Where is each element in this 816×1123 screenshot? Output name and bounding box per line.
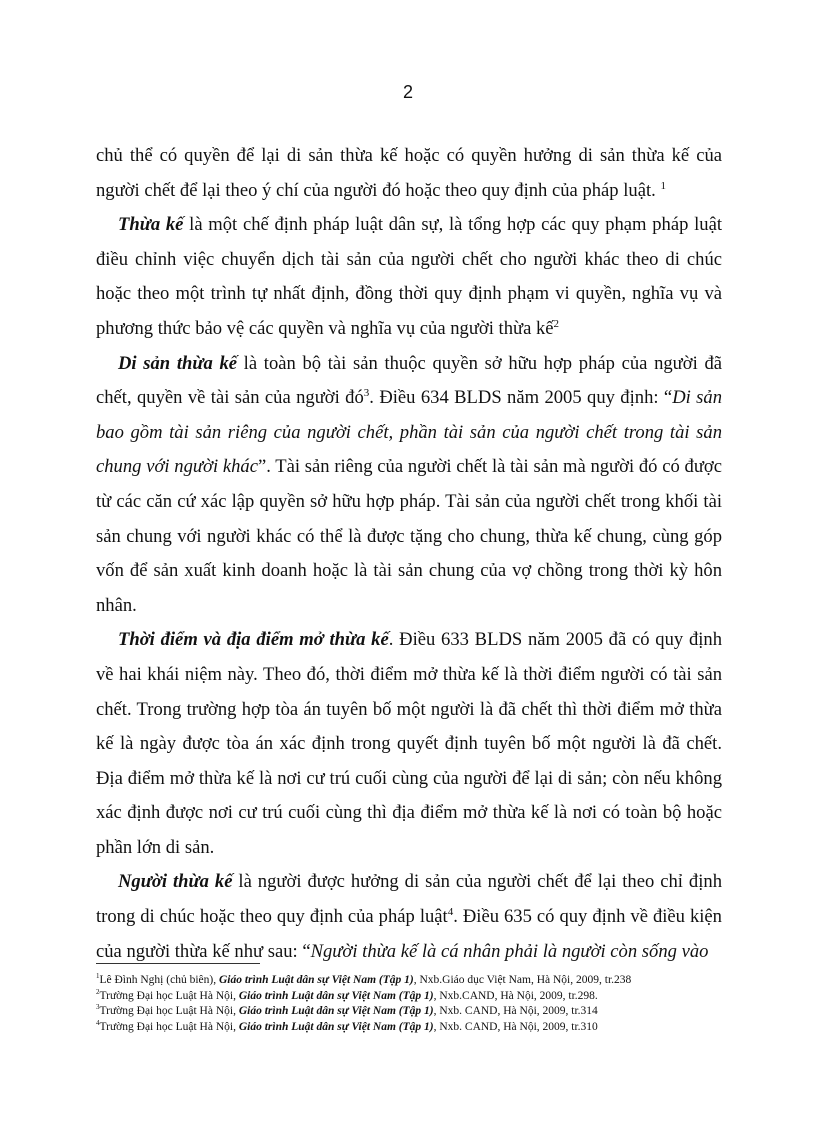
footnote-publisher: , Nxb.CAND, Hà Nội, 2009, tr.298. [433, 989, 598, 1002]
footnote-mark: 1 [96, 972, 100, 981]
page-number: 2 [402, 82, 413, 102]
paragraph-4 [96, 623, 722, 865]
footnote-source: Trường Đại học Luật Hà Nội, [99, 1005, 239, 1017]
footnotes [96, 973, 736, 1035]
footnote-title: Giáo trình Luật dân sự Việt Nam (Tập 1) [238, 1020, 434, 1033]
paragraph-5-text-b: . Điều 635 có quy định về điều kiện của người thừa kế như sau: “ [96, 906, 722, 962]
footnote-mark: 4 [96, 1018, 100, 1027]
paragraph-2-text: là một chế định pháp luật dân sự, là tổng hợp các quy phạm pháp luật điều chỉnh việc chuyển dịch tài sản của người chết cho người khác theo di chúc hoặc theo một trình tự nhất định, đồng thời quy định phạm vi quyền, nghĩa vụ và phương thức bảo vệ các quyền và nghĩa vụ của người thừa kế [96, 214, 722, 339]
footnote-source: Lê Đình Nghị (chủ biên), [99, 974, 219, 986]
paragraph-3-text-c: ”. Tài sản riêng của người chết là tài sản mà người đó có được từ các căn cứ xác lập quyền sở hữu hợp pháp. Tài sản của người chết trong khối tài sản chung với người khác có thể là được tặng cho chung, thừa kế chung, cùng góp vốn để sản xuất kinh doanh hoặc là tài sản chung của vợ chồng trong thời kỳ hôn nhân. [96, 456, 722, 616]
footnote-ref-3[interactable]: 3 [363, 386, 370, 399]
quote-article-634: Di sản bao gồm tài sản riêng của người chết, phần tài sản của người chết trong tài sản chung với người khác [96, 387, 723, 478]
footnote-publisher: , Nxb. CAND, Hà Nội, 2009, tr.314 [433, 1005, 598, 1017]
body-text [96, 139, 722, 969]
footnote-mark: 2 [96, 987, 100, 996]
footnote-1 [96, 973, 736, 989]
term-thoi-diem-dia-diem: Thời điểm và địa điểm mở thừa kế [118, 629, 389, 651]
footnote-publisher: , Nxb. CAND, Hà Nội, 2009, tr.310 [433, 1020, 598, 1033]
footnote-separator [96, 963, 260, 964]
footnote-title: Giáo trình Luật dân sự Việt Nam (Tập 1) [238, 989, 434, 1002]
footnote-2 [96, 989, 736, 1005]
footnote-publisher: , Nxb.Giáo dục Việt Nam, Hà Nội, 2009, tr.238 [413, 974, 632, 986]
footnote-ref-4[interactable]: 4 [447, 905, 454, 918]
paragraph-5 [96, 865, 722, 969]
paragraph-1-text: chủ thể có quyền để lại di sản thừa kế hoặc có quyền hưởng di sản thừa kế của người chết để lại theo ý chí của người đó hoặc theo quy định của pháp luật. [96, 145, 722, 201]
footnote-source: Trường Đại học Luật Hà Nội, [99, 1020, 239, 1033]
footnote-ref-2[interactable]: 2 [553, 317, 560, 330]
footnote-4 [96, 1020, 736, 1036]
footnote-3 [96, 1004, 736, 1020]
term-di-san-thua-ke: Di sản thừa kế [118, 352, 237, 374]
footnote-title: Giáo trình Luật dân sự Việt Nam (Tập 1) [238, 1005, 434, 1017]
term-thua-ke: Thừa kế [118, 214, 184, 236]
footnote-mark: 3 [96, 1003, 100, 1012]
paragraph-3 [96, 347, 722, 624]
paragraph-4-text: . Điều 633 BLDS năm 2005 đã có quy định về hai khái niệm này. Theo đó, thời điểm mở thừa kế là thời điểm người có tài sản chết. Trong trường hợp tòa án tuyên bố một người là đã chết thì thời điểm mở thừa kế là ngày được tòa án xác định trong quyết định tuyên bố một người là đã chết. Địa điểm mở thừa kế là nơi cư trú cuối cùng của người để lại di sản; còn nếu không xác định được nơi cư trú cuối cùng thì địa điểm mở thừa kế là nơi có toàn bộ hoặc phần lớn di sản. [96, 629, 722, 858]
paragraph-3-text-b: . Điều 634 BLDS năm 2005 quy định: “ [369, 387, 673, 409]
paragraph-1 [96, 139, 722, 208]
paragraph-3-text-a: là toàn bộ tài sản thuộc quyền sở hữu hợp pháp của người đã chết, quyền về tài sản của người đó [96, 352, 722, 409]
quote-article-635: Người thừa kế là cá nhân phải là người còn sống vào [310, 940, 709, 962]
footnote-source: Trường Đại học Luật Hà Nội, [99, 989, 239, 1002]
footnote-ref-1[interactable]: 1 [660, 179, 666, 192]
paragraph-5-text-a: là người được hưởng di sản của người chết để lại theo chỉ định trong di chúc hoặc theo quy định của pháp luật [96, 871, 722, 928]
footnote-title: Giáo trình Luật dân sự Việt Nam (Tập 1) [218, 974, 414, 986]
paragraph-2 [96, 208, 722, 346]
term-nguoi-thua-ke: Người thừa kế [118, 871, 233, 893]
